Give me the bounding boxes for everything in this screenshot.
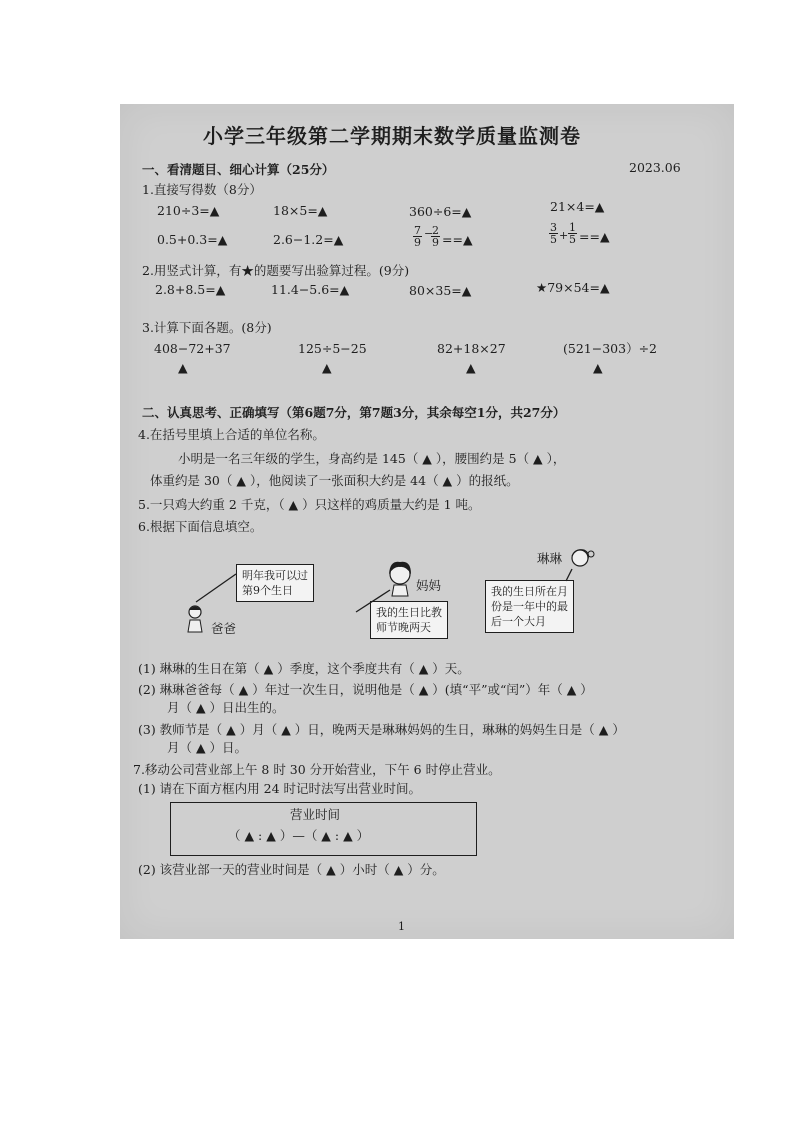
q4-line: 体重约是 30（ ▲ ），他阅读了一张面积大约是 44（ ▲ ）的报纸。 <box>150 473 519 488</box>
denominator: 5 <box>569 233 576 246</box>
bubble-line: 我的生日所在月 <box>491 585 568 598</box>
q1-item: 18×5=▲ <box>273 203 328 218</box>
bubble-line: 份是一年中的最 <box>491 600 568 613</box>
bubble-line: 我的生日比教 <box>376 606 442 619</box>
linlin-name: 琳琳 <box>537 551 563 566</box>
q6-sub2-cont: 月（ ▲ ）日出生的。 <box>167 700 285 715</box>
denominator: 9 <box>432 236 439 249</box>
q1-item: ==▲ <box>579 229 610 244</box>
q3-item: 82+18×27 <box>437 341 506 356</box>
q7-sub1: (1) 请在下面方框内用 24 时记时法写出营业时间。 <box>138 781 422 796</box>
q3-answer: ▲ <box>466 360 476 375</box>
fraction <box>549 222 558 245</box>
q1-item: 0.5+0.3=▲ <box>157 232 228 247</box>
numerator: 3 <box>550 221 557 234</box>
numerator: 7 <box>414 224 421 237</box>
mom-name: 妈妈 <box>416 578 442 593</box>
q1-item: 360÷6=▲ <box>409 204 472 219</box>
q3-answer: ▲ <box>322 360 332 375</box>
q3-item: 125÷5−25 <box>298 341 367 356</box>
bubble-line: 明年我可以过 <box>242 569 308 582</box>
q4-line: 小明是一名三年级的学生，身高约是 145（ ▲ ），腰围约是 5（ ▲ ）， <box>178 451 566 466</box>
q6-sub1: (1) 琳琳的生日在第（ ▲ ）季度，这个季度共有（ ▲ ）天。 <box>138 661 470 676</box>
q3-answer: ▲ <box>593 360 603 375</box>
exam-date: 2023.06 <box>629 160 681 175</box>
q2-label: 2.用竖式计算，有★的题要写出验算过程。(9分) <box>142 263 410 278</box>
q7-label: 7.移动公司营业部上午 8 时 30 分开始营业，下午 6 时停止营业。 <box>133 762 501 777</box>
bubble-line: 后一个大月 <box>491 615 546 628</box>
fraction <box>431 225 440 248</box>
operator: − <box>424 227 434 240</box>
numerator: 1 <box>569 221 576 234</box>
q3-label: 3.计算下面各题。(8分) <box>142 320 272 335</box>
q1-label: 1.直接写得数（8分） <box>142 182 262 197</box>
q1-item: ==▲ <box>442 232 473 247</box>
q3-answer: ▲ <box>178 360 188 375</box>
dad-name: 爸爸 <box>211 621 237 636</box>
q2-item: ★79×54=▲ <box>536 280 610 295</box>
q2-item: 80×35=▲ <box>409 283 472 298</box>
q1-item: 2.6−1.2=▲ <box>273 232 344 247</box>
exam-title: 小学三年级第二学期期末数学质量监测卷 <box>203 124 581 148</box>
q3-item: (521−303）÷2 <box>563 341 657 356</box>
denominator: 5 <box>550 233 557 246</box>
q7-sub2: (2) 该营业部一天的营业时间是（ ▲ ）小时（ ▲ ）分。 <box>138 862 445 877</box>
q6-label: 6.根据下面信息填空。 <box>138 519 263 534</box>
q5-text: 5.一只鸡大约重 2 千克，（ ▲ ）只这样的鸡质量大约是 1 吨。 <box>138 497 481 512</box>
bubble-line: 师节晚两天 <box>376 621 431 634</box>
q6-sub2: (2) 琳琳爸爸每（ ▲ ）年过一次生日，说明他是（ ▲ ）(填“平”或“闰”）年（ ▲ ） <box>138 682 593 697</box>
section1-heading: 一、看清题目、细心计算（25分） <box>142 162 335 177</box>
bubble-line: 第9个生日 <box>242 584 293 597</box>
q1-item: 21×4=▲ <box>550 199 605 214</box>
operator: + <box>559 229 569 242</box>
fraction <box>568 222 577 245</box>
q6-sub3: (3) 教师节是（ ▲ ）月（ ▲ ）日，晚两天是琳琳妈妈的生日，琳琳的妈妈生日是（ ▲ ） <box>138 722 625 737</box>
q2-item: 2.8+8.5=▲ <box>155 282 226 297</box>
section2-heading: 二、认真思考、正确填写（第6题7分，第7题3分，其余每空1分，共27分） <box>142 405 566 420</box>
q3-item: 408−72+37 <box>154 341 231 356</box>
numerator: 2 <box>432 224 439 237</box>
q1-item: 210÷3=▲ <box>157 203 220 218</box>
fraction <box>413 225 422 248</box>
mom-figure <box>350 560 420 620</box>
business-hours-answer: （ ▲ : ▲ ）—（ ▲ : ▲ ） <box>228 828 370 843</box>
page-number: 1 <box>398 920 405 933</box>
linlin-speech-bubble <box>485 580 574 633</box>
q2-item: 11.4−5.6=▲ <box>271 282 350 297</box>
business-hours-title: 营业时间 <box>290 807 341 822</box>
q6-sub3-cont: 月（ ▲ ）日。 <box>167 740 248 755</box>
denominator: 9 <box>414 236 421 249</box>
q4-label: 4.在括号里填上合适的单位名称。 <box>138 427 325 442</box>
linlin-figure <box>560 545 600 585</box>
dad-speech-bubble <box>236 564 314 602</box>
